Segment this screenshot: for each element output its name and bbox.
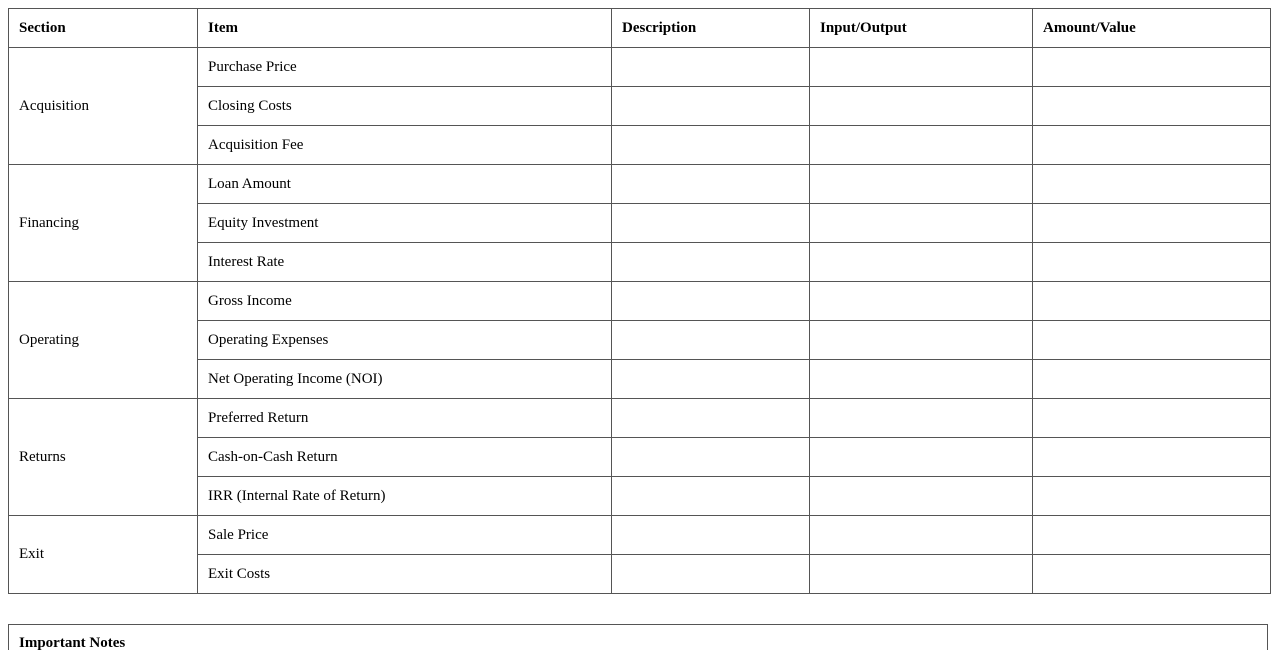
amount-value-cell[interactable] bbox=[1033, 126, 1271, 165]
table-row bbox=[9, 126, 1271, 165]
description-cell[interactable] bbox=[612, 87, 810, 126]
amount-value-cell[interactable] bbox=[1033, 48, 1271, 87]
item-cell: Closing Costs bbox=[198, 87, 612, 126]
item-cell: Purchase Price bbox=[198, 48, 612, 87]
amount-value-cell[interactable] bbox=[1033, 321, 1271, 360]
input-output-cell[interactable] bbox=[810, 87, 1033, 126]
table-row bbox=[9, 243, 1271, 282]
amount-value-cell[interactable] bbox=[1033, 282, 1271, 321]
input-output-cell[interactable] bbox=[810, 477, 1033, 516]
input-output-cell[interactable] bbox=[810, 282, 1033, 321]
deal-table bbox=[8, 8, 1271, 594]
description-cell[interactable] bbox=[612, 555, 810, 594]
item-cell: Acquisition Fee bbox=[198, 126, 612, 165]
input-output-cell[interactable] bbox=[810, 126, 1033, 165]
input-output-cell[interactable] bbox=[810, 399, 1033, 438]
table-row bbox=[9, 87, 1271, 126]
table-row bbox=[9, 165, 1271, 204]
table-row bbox=[9, 438, 1271, 477]
table-row bbox=[9, 48, 1271, 87]
table-row bbox=[9, 516, 1271, 555]
input-output-cell[interactable] bbox=[810, 165, 1033, 204]
amount-value-cell[interactable] bbox=[1033, 87, 1271, 126]
item-cell: Preferred Return bbox=[198, 399, 612, 438]
amount-value-cell[interactable] bbox=[1033, 555, 1271, 594]
important-notes-box bbox=[8, 624, 1268, 650]
item-cell: Exit Costs bbox=[198, 555, 612, 594]
item-cell: Gross Income bbox=[198, 282, 612, 321]
item-cell: Loan Amount bbox=[198, 165, 612, 204]
notes-title: Important Notes bbox=[19, 635, 126, 650]
description-cell[interactable] bbox=[612, 399, 810, 438]
table-row bbox=[9, 321, 1271, 360]
header-input-output: Input/Output bbox=[810, 9, 1033, 48]
section-cell: Returns bbox=[9, 399, 198, 516]
description-cell[interactable] bbox=[612, 48, 810, 87]
description-cell[interactable] bbox=[612, 282, 810, 321]
amount-value-cell[interactable] bbox=[1033, 204, 1271, 243]
description-cell[interactable] bbox=[612, 516, 810, 555]
header-amount-value: Amount/Value bbox=[1033, 9, 1271, 48]
input-output-cell[interactable] bbox=[810, 243, 1033, 282]
item-cell: IRR (Internal Rate of Return) bbox=[198, 477, 612, 516]
input-output-cell[interactable] bbox=[810, 204, 1033, 243]
amount-value-cell[interactable] bbox=[1033, 399, 1271, 438]
table-row bbox=[9, 204, 1271, 243]
header-section: Section bbox=[9, 9, 198, 48]
section-cell: Exit bbox=[9, 516, 198, 594]
item-cell: Net Operating Income (NOI) bbox=[198, 360, 612, 399]
amount-value-cell[interactable] bbox=[1033, 165, 1271, 204]
table-row bbox=[9, 360, 1271, 399]
amount-value-cell[interactable] bbox=[1033, 516, 1271, 555]
table-row bbox=[9, 399, 1271, 438]
description-cell[interactable] bbox=[612, 243, 810, 282]
amount-value-cell[interactable] bbox=[1033, 438, 1271, 477]
input-output-cell[interactable] bbox=[810, 438, 1033, 477]
input-output-cell[interactable] bbox=[810, 321, 1033, 360]
item-cell: Operating Expenses bbox=[198, 321, 612, 360]
section-cell: Acquisition bbox=[9, 48, 198, 165]
input-output-cell[interactable] bbox=[810, 48, 1033, 87]
description-cell[interactable] bbox=[612, 438, 810, 477]
item-cell: Sale Price bbox=[198, 516, 612, 555]
description-cell[interactable] bbox=[612, 477, 810, 516]
item-cell: Cash-on-Cash Return bbox=[198, 438, 612, 477]
item-cell: Interest Rate bbox=[198, 243, 612, 282]
table-row bbox=[9, 282, 1271, 321]
amount-value-cell[interactable] bbox=[1033, 477, 1271, 516]
section-cell: Financing bbox=[9, 165, 198, 282]
description-cell[interactable] bbox=[612, 321, 810, 360]
header-item: Item bbox=[198, 9, 612, 48]
input-output-cell[interactable] bbox=[810, 360, 1033, 399]
description-cell[interactable] bbox=[612, 360, 810, 399]
amount-value-cell[interactable] bbox=[1033, 243, 1271, 282]
table-row bbox=[9, 555, 1271, 594]
description-cell[interactable] bbox=[612, 126, 810, 165]
description-cell[interactable] bbox=[612, 204, 810, 243]
amount-value-cell[interactable] bbox=[1033, 360, 1271, 399]
section-cell: Operating bbox=[9, 282, 198, 399]
header-description: Description bbox=[612, 9, 810, 48]
table-row bbox=[9, 477, 1271, 516]
input-output-cell[interactable] bbox=[810, 555, 1033, 594]
header-row bbox=[9, 9, 1271, 48]
item-cell: Equity Investment bbox=[198, 204, 612, 243]
input-output-cell[interactable] bbox=[810, 516, 1033, 555]
description-cell[interactable] bbox=[612, 165, 810, 204]
